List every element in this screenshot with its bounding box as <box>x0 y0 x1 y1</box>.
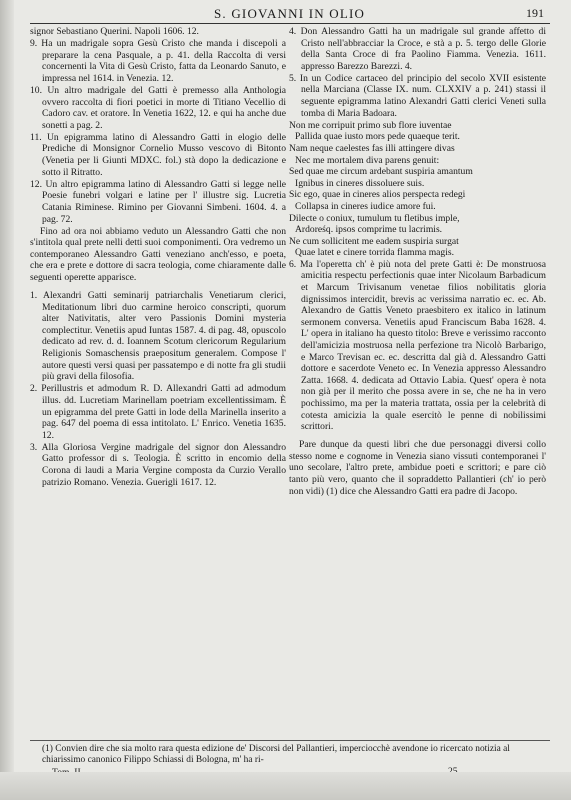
verse-line: Ardoreśq. ipsos comprime tu lacrimis. <box>295 224 443 236</box>
verse-line: Dilecte o coniux, tumulum tu fletibus imple, <box>289 212 460 224</box>
latin-epigram <box>289 120 546 259</box>
entry-3: 3. Alla Gloriosa Vergine madrigale del signor don Alessandro Gatto professor di s. Teologia. È scritto in encomio della Corona di laudi a Maria Vergine composta da Curzio Verallo patrizio Romano. Venezia. Guerigli 1617. 12. <box>30 441 286 488</box>
header-rule <box>30 23 550 24</box>
paragraph: signor Sebastiano Querini. Napoli 1606. 12. <box>30 26 199 37</box>
verse-line: Quae latet e cinere torrida flamma magis. <box>295 247 455 259</box>
page-header <box>26 6 556 24</box>
entry-12: 12. Un altro epigramma latino di Alessandro Gatti si legge nelle Poesie funebri volgari e latine per l' illustre sig. Lucretia Catania Riminese. Rimino per Giovanni Simbeni. 1604. 4. a pag. 72. <box>30 178 286 225</box>
paragraph: Fino ad ora noi abbiamo veduto un Alessandro Gatti che non s'intitola qual prete nelli detti suoi componimenti. Ora vedremo un contemporaneo Alessandro Gatti veneziano anch'esso, e poeta, che era e prete e dottore di sacra teologia, come chiaramente dalle seguenti operette apparisce. <box>30 225 286 283</box>
verse-line: Sic ego, quae in cineres alios perspecta redegi <box>289 189 466 201</box>
verse-line: Nec me mortalem diva parens genuit: <box>295 154 440 166</box>
verse-line: Nam neque caelestes fas illi attingere divas <box>289 142 455 154</box>
page-edge <box>0 0 14 800</box>
left-column <box>30 26 286 489</box>
running-title: S. GIOVANNI IN OLIO <box>214 6 366 21</box>
page-number: 191 <box>526 6 544 20</box>
verse-line: Ignibus in cineres dissoluere suis. <box>295 177 425 189</box>
verse-line: Sed quae me circum ardebant suspiria amantum <box>289 166 473 178</box>
paragraph: Pare dunque da questi libri che due personaggi diversi collo stesso nome e cognome in Venezia siano vissuti contemporanei l' uno secolare, l'altro prete, ambidue poeti e scrittori; e pare ciò tanto più vero, quanto che il sopraddetto Pallantieri (ch' io però non vidi) (1) dice che Alessandro Gatti era padre di Jacopo. <box>289 439 546 497</box>
footnote: (1) Convien dire che sia molto rara questa edizione de' Discorsi del Pallantieri, imperciocchè avendone io ricercato notizia al chiarissimo canonico Filippo Schiassi di Bologna, m' ha ri- <box>42 744 510 765</box>
verse-line: Collapsa in cineres iudice amore fui. <box>295 200 436 212</box>
verse-line: Pallida quae iusto mors pede quaeque terit. <box>295 131 460 143</box>
entry-4: 4. Don Alessandro Gatti ha un madrigale sul grande affetto di Cristo nell'abbracciar la Croce, e stà a p. 5. tergo delle Glorie della Santa Croce di fra Paolino Fiamma. Venezia. 1611. appresso Barezzo Barezzi. 4. <box>289 26 546 72</box>
entry-2: 2. Perillustris et admodum R. D. Allexandri Gatti ad admodum illus. dd. Lucretiam Marinellam poetriam excellentissimam. È un epigramma del prete Gatti in lode della Marinella inserito a pag. 647 del poema di essa intitolato. L' Enrico. Venetia 1635. 12. <box>30 383 286 441</box>
footnote-rule <box>30 740 550 741</box>
verse-line: Non me corripuit primo sub flore iuventae <box>289 119 452 131</box>
right-column <box>289 26 546 498</box>
page-bottom-edge <box>0 772 571 800</box>
entry-11: 11. Un epigramma latino di Alessandro Gatti in elogio delle Prediche di Monsignor Cornelio Musso vescovo di Bitonto (Venetia per li Giunti MDXC. fol.) stà dopo la dedicazione e sotto il Ritratto. <box>30 131 286 178</box>
entry-1: 1. Alexandri Gatti seminarij patriarchalis Venetiarum clerici, Meditationum libri duo carmine heroico conscripti, quorum alter Nativitatis, alter vero Passionis Domini mysteria complectitur. Venetiis apud Iuntas 1587. 4. di pag. 48, opuscolo dedicato ad rev. d. d. Ioannem Scotum clericorum Regularium Religionis Somaschensis praepositum generalem. Compose l' autore questi versi quasi per passatempo e di notte fra gli studii più gravi della filosofia. <box>30 290 286 383</box>
entry-10: 10. Un altro madrigale del Gatti è premesso alla Anthologia ovvero raccolta di fiori poetici in morte di Titiano Vecellio di Cadoro cav. et oratore. In Venetia 1622, 12. e qui ha anche due sonetti a pag. 2. <box>30 84 286 131</box>
entry-6: 6. Ma l'operetta ch' è più nota del prete Gatti è: De monstruosa amicitia respectu perfectionis quae inter Nicolaum Barbadicum et Marcum Trivisanum venetae filios nobilitatis gloria dignissimos intercidit, brevis ac verissima narratio ec. ec. Ab. Alexandro de Gattis Veneto praesbitero ex italico in latinum sermonem conversa. Venetiis apud Franciscum Baba 1628. 4. L' opera in italiano ha questo titolo: Breve e verissimo racconto dell'amicizia mostruosa nella perfezione tra Nicolò Barbarigo, e Marco Trevisan ec. ec. descritta dal già d. Alessandro Gatti dottore e sacerdote Veneto ec. In Venezia appresso Alessandro Zatta. 1668. 4. dedicata ad Ottavio Labia. Quest' opera è nota non già per il merito che possa avere in se, che ne ha in vero pochissimo, ma per la materia trattata, ossia per la celebrità di cotesta amicizia la quale esercitò le penne di nobilissimi scrittori. <box>289 258 546 433</box>
entry-9: 9. Ha un madrigale sopra Gesù Cristo che manda i discepoli a preparare la cena Pasquale, a p. 41. della Raccolta di versi concernenti la Vita di Gesù Cristo, fatta da Leonardo Sanuto, e impressa nel 1614. in Venezia. 12. <box>30 38 286 84</box>
entry-5: 5. In un Codice cartaceo del principio del secolo XVII esistente nella Marciana (Classe IX. num. CLXXIV a p. 241) stassi il seguente epigramma latino Alexandri Gatti clerici Veneti sulla tomba di Maria Badoara. <box>289 72 546 119</box>
verse-line: Ne cum sollicitent me eadem suspiria surgat <box>289 235 459 247</box>
